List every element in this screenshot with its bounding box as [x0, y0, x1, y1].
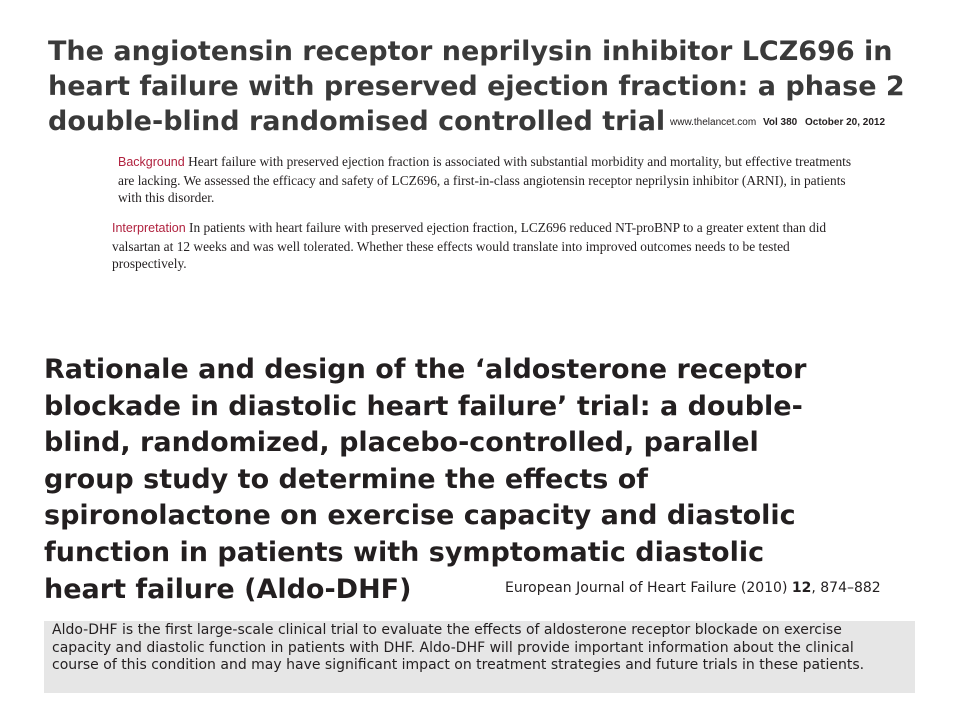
citation-date: October 20, 2012 — [805, 117, 886, 128]
background-label: Background — [118, 155, 185, 169]
abstract-background — [118, 153, 853, 207]
summary-line: Aldo-DHF is the first large-scale clinical trial to evaluate the effects of aldosterone receptor blockade on exercise — [52, 622, 842, 638]
article1-title-line: double-blind randomised controlled trial — [48, 106, 666, 137]
article2-title-line: Rationale and design of the ‘aldosterone receptor — [44, 354, 807, 385]
summary-line: course of this condition and may have significant impact on treatment strategies and future trials in these patients. — [52, 657, 865, 673]
citation-pages: , 874–882 — [811, 580, 881, 596]
article2-citation — [505, 580, 881, 596]
article2-title-line: spironolactone on exercise capacity and diastolic — [44, 500, 796, 532]
article2-title-line: heart failure (Aldo-DHF) — [44, 573, 412, 605]
citation-site: www.thelancet.com — [670, 117, 757, 128]
article2-summary-box — [44, 621, 915, 693]
abstract-interpretation — [112, 219, 854, 273]
background-text: Heart failure with preserved ejection fraction is associated with substantial morbidity and mortality, but effective treatments are lacking. We assessed the efficacy and safety of LCZ696, a first-in-class angiotensin receptor neprilysin inhibitor (ARNI), in patients with this disorder. — [118, 154, 852, 205]
citation-journal: European Journal of Heart Failure (2010) — [505, 580, 788, 596]
citation-volume: Vol 380 — [762, 117, 798, 128]
article2-title-line: blind, randomized, placebo-controlled, parallel — [44, 427, 759, 459]
citation-volume: 12 — [791, 580, 812, 596]
article1-title-line: heart failure with preserved ejection fraction: a phase 2 — [48, 71, 905, 102]
article1-title-line: The angiotensin receptor neprilysin inhibitor LCZ696 in — [48, 36, 893, 67]
interpretation-label: Interpretation — [112, 221, 186, 235]
interpretation-text: In patients with heart failure with preserved ejection fraction, LCZ696 reduced NT-proBNP to a greater extent than did valsartan at 12 weeks and was well tolerated. Whether these effects would translate into improved outcomes needs to be tested prospectively. — [112, 220, 827, 271]
article1-citation — [670, 117, 885, 128]
article2-title-line: blockade in diastolic heart failure’ trial: a double- — [44, 390, 803, 422]
summary-line: capacity and diastolic function in patients with DHF. Aldo-DHF will provide important information about the clinical — [52, 639, 854, 656]
article2-title-line: group study to determine the effects of — [44, 463, 649, 495]
article2-title-line: function in patients with symptomatic diastolic — [44, 536, 765, 568]
article2-title — [44, 352, 944, 608]
